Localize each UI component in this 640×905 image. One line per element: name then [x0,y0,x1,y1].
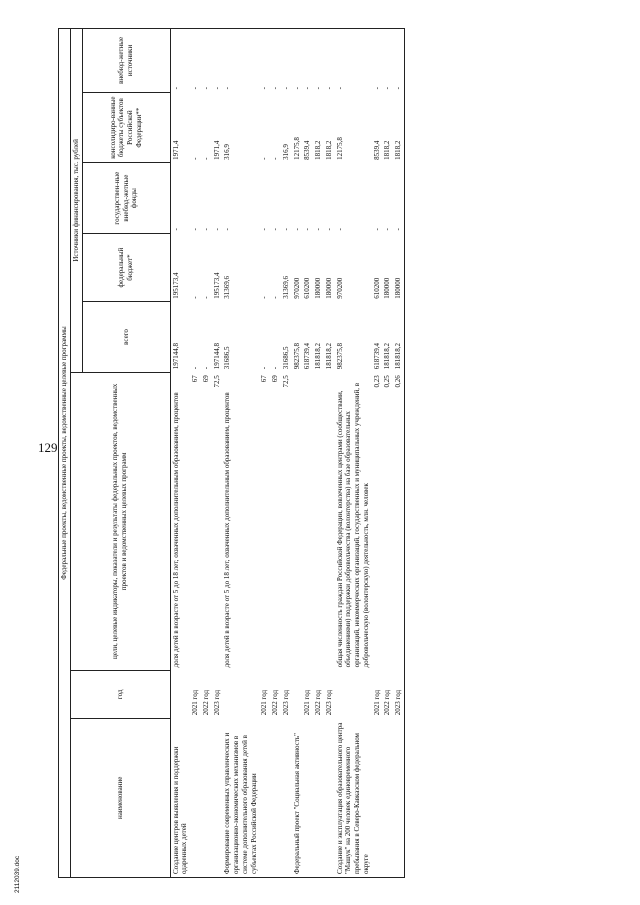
row-state-funds: - [303,228,312,231]
row-state-funds: - [191,228,199,231]
document-footer: 2112039.doc [14,855,21,893]
row-other: - [281,29,292,93]
row-name [201,718,212,877]
row-name [372,718,383,877]
header-goals: цели, целевые индикаторы, показатели и результаты федеральных проектов, ведомственных проектов и ведомственных целевых программ [70,372,170,670]
row-federal: 970200 [292,277,301,299]
row-regional: - [271,157,279,160]
row-state-funds: - [292,228,301,231]
row-year: 2023 год [324,689,333,716]
row-state-funds: - [383,228,392,231]
row-year [335,670,372,718]
row-goal: доля детей в возрасте от 5 до 18 лет, охваченных дополнительным образованием, процентов [171,392,180,668]
row-name [302,718,313,877]
row-other: - [201,29,212,93]
row-regional: 1818,2 [393,92,404,163]
row-indicator: 72,5 [281,375,290,388]
row-year: 2023 год [212,689,221,716]
row-regional: 316,9 [223,144,232,160]
row-state-funds: - [260,228,269,231]
row-federal: 31369,6 [223,275,232,299]
row-name [212,718,223,877]
row-total: 181818,2 [393,302,404,373]
row-total: 181818,2 [383,343,392,370]
row-name: Федеральный проект "Социальная активность" [292,718,303,877]
table-row [292,29,303,878]
table-row [393,29,404,878]
row-other: - [302,29,313,93]
row-total: 31686,5 [223,346,232,370]
row-goal [324,372,335,670]
row-regional: 12175,8 [335,137,344,160]
table-row [335,29,372,878]
row-other: - [222,29,259,93]
row-year: 2021 год [303,689,312,716]
table-row [313,29,324,878]
row-name [382,718,393,877]
row-total: - [271,366,279,370]
row-other: - [270,29,281,93]
row-total: 982375,8 [292,343,301,370]
row-state-funds: - [271,228,279,231]
table-row [270,29,281,878]
table-row [222,29,259,878]
table-row [372,29,383,878]
rotated-table-sheet [58,28,633,878]
row-other: - [393,29,404,93]
row-total: 181818,2 [314,343,322,370]
row-indicator: 67 [191,375,199,383]
row-state-funds: - [324,228,333,231]
row-regional: 8539,4 [303,140,312,160]
row-year: 2021 год [260,689,269,716]
row-year: 2022 год [383,689,392,716]
row-goal [313,372,324,670]
row-federal: 970200 [335,277,344,299]
row-indicator: 0,25 [383,375,392,388]
row-total: 618739,4 [372,343,381,370]
table-row [324,29,335,878]
row-state-funds: - [223,228,232,231]
table-row [382,29,393,878]
row-year: 2021 год [372,689,381,716]
row-total: 197144,8 [212,343,221,370]
row-regional: 1971,4 [212,140,221,160]
row-name: Создание и эксплуатация образовательного центра "Машук" на 200 человек единовременного пребывания в Северо-Кавказском федеральном округе [335,718,372,877]
row-name [270,718,281,877]
row-name [393,718,404,877]
table-row [190,29,201,878]
row-name [281,718,292,877]
row-federal: 180000 [324,277,333,299]
row-total: 31686,5 [281,346,290,370]
row-federal: 610200 [372,277,381,299]
row-year [170,670,190,718]
row-indicator: 72,5 [212,375,221,388]
row-state-funds: - [372,228,381,231]
row-total: 618739,4 [303,343,312,370]
header-total: всего [82,302,170,373]
row-other: - [313,29,324,93]
row-regional: 1818,2 [314,140,322,160]
table-row [170,29,190,878]
row-year: 2021 год [191,689,199,716]
header-year: год [70,670,170,718]
row-indicator: 0,23 [372,375,381,388]
table-row [281,29,292,878]
row-federal: 195173,4 [171,272,180,299]
row-federal: 180000 [393,233,404,301]
financing-table [58,28,405,878]
row-other: - [259,29,270,93]
row-regional: - [260,157,269,160]
header-federal: федеральный бюджет* [82,233,170,301]
row-year: 2022 год [314,689,322,716]
row-total: - [260,366,269,370]
header-span-title: Федеральные проекты, ведомственные проекты, ведомственные целевые программы [59,29,71,878]
row-other: - [382,29,393,93]
row-state-funds: - [212,228,221,231]
row-other: - [372,29,383,93]
row-state-funds: - [314,228,322,231]
row-name [313,718,324,877]
row-year: 2022 год [201,689,210,716]
table-row [212,29,223,878]
table-body [170,29,404,878]
row-regional: 1971,4 [171,140,180,160]
row-year [222,670,259,718]
row-name [259,718,270,877]
row-year: 2023 год [281,689,290,716]
row-regional: 1818,2 [383,140,392,160]
header-sources-title: Источники финансирования, тыс. рублей [70,29,82,373]
row-indicator: 67 [260,375,269,383]
row-total: - [191,366,199,370]
row-other: - [324,29,335,93]
row-total: - [201,366,210,370]
row-year: 2022 год [271,689,279,716]
row-regional: - [191,157,199,160]
row-other: - [212,29,223,93]
row-indicator: 0,26 [393,372,404,670]
row-federal: - [201,296,210,299]
row-state-funds: - [281,228,290,231]
row-federal: 610200 [303,277,312,299]
page-number: 129 [38,440,58,455]
row-regional: 12175,8 [292,137,301,160]
row-goal: доля детей в возрасте от 5 до 18 лет, охваченных дополнительным образованием, процентов [223,392,232,668]
row-indicator: 69 [271,375,279,383]
row-federal: 180000 [383,277,392,299]
row-year [292,670,303,718]
row-goal: общая численность граждан Российской Федерации, вовлеченных центрами (сообществами, объединениями) поддержки добровольчества (волонтерства) на базе образовательных организаций, некоммерческих организаций, государственных и муниципальных учреждений, в добровольческую (волонтерскую) деятельность, млн. человек [335,382,370,668]
table-row [302,29,313,878]
row-other: - [170,29,190,93]
row-federal: 31369,6 [281,275,290,299]
row-federal: - [191,296,199,299]
row-name: Создание центров выявления и поддержки одаренных детей [170,718,190,877]
table-row [201,29,212,878]
row-other: - [335,29,372,93]
row-state-funds: - [393,163,404,234]
row-federal: - [271,296,279,299]
row-total: 982375,8 [335,343,344,370]
header-name: наименование [70,718,170,877]
row-regional: 316,9 [281,144,290,160]
row-goal [302,372,313,670]
row-total: 197144,8 [171,343,180,370]
row-state-funds: - [335,228,344,231]
row-federal: 180000 [314,277,322,299]
row-state-funds: - [201,228,210,231]
row-regional: 8539,4 [372,140,381,160]
row-other: - [292,29,303,93]
row-year: 2023 год [393,670,404,718]
row-goal [292,372,303,670]
row-other: - [190,29,201,93]
row-name [324,718,335,877]
header-state-funds: государствен-ные внебюд-жетные фонды [82,163,170,234]
header-other: внебюд-жетные источники [82,29,170,93]
table-row [259,29,270,878]
row-federal: - [260,296,269,299]
row-state-funds: - [171,228,180,231]
row-total: 181818,2 [324,343,333,370]
row-federal: 195173,4 [212,272,221,299]
row-regional: 1818,2 [324,140,333,160]
row-name [190,718,201,877]
row-regional: - [201,157,210,160]
row-indicator: 69 [201,375,210,383]
header-regional: консолидиро-ванные бюджеты субъектов Российской Федерации** [82,92,170,163]
row-name: Формирование современных управленческих и организационно-экономических механизмов в системе дополнительного образования детей в субъектах Российской Федерации [222,718,259,877]
